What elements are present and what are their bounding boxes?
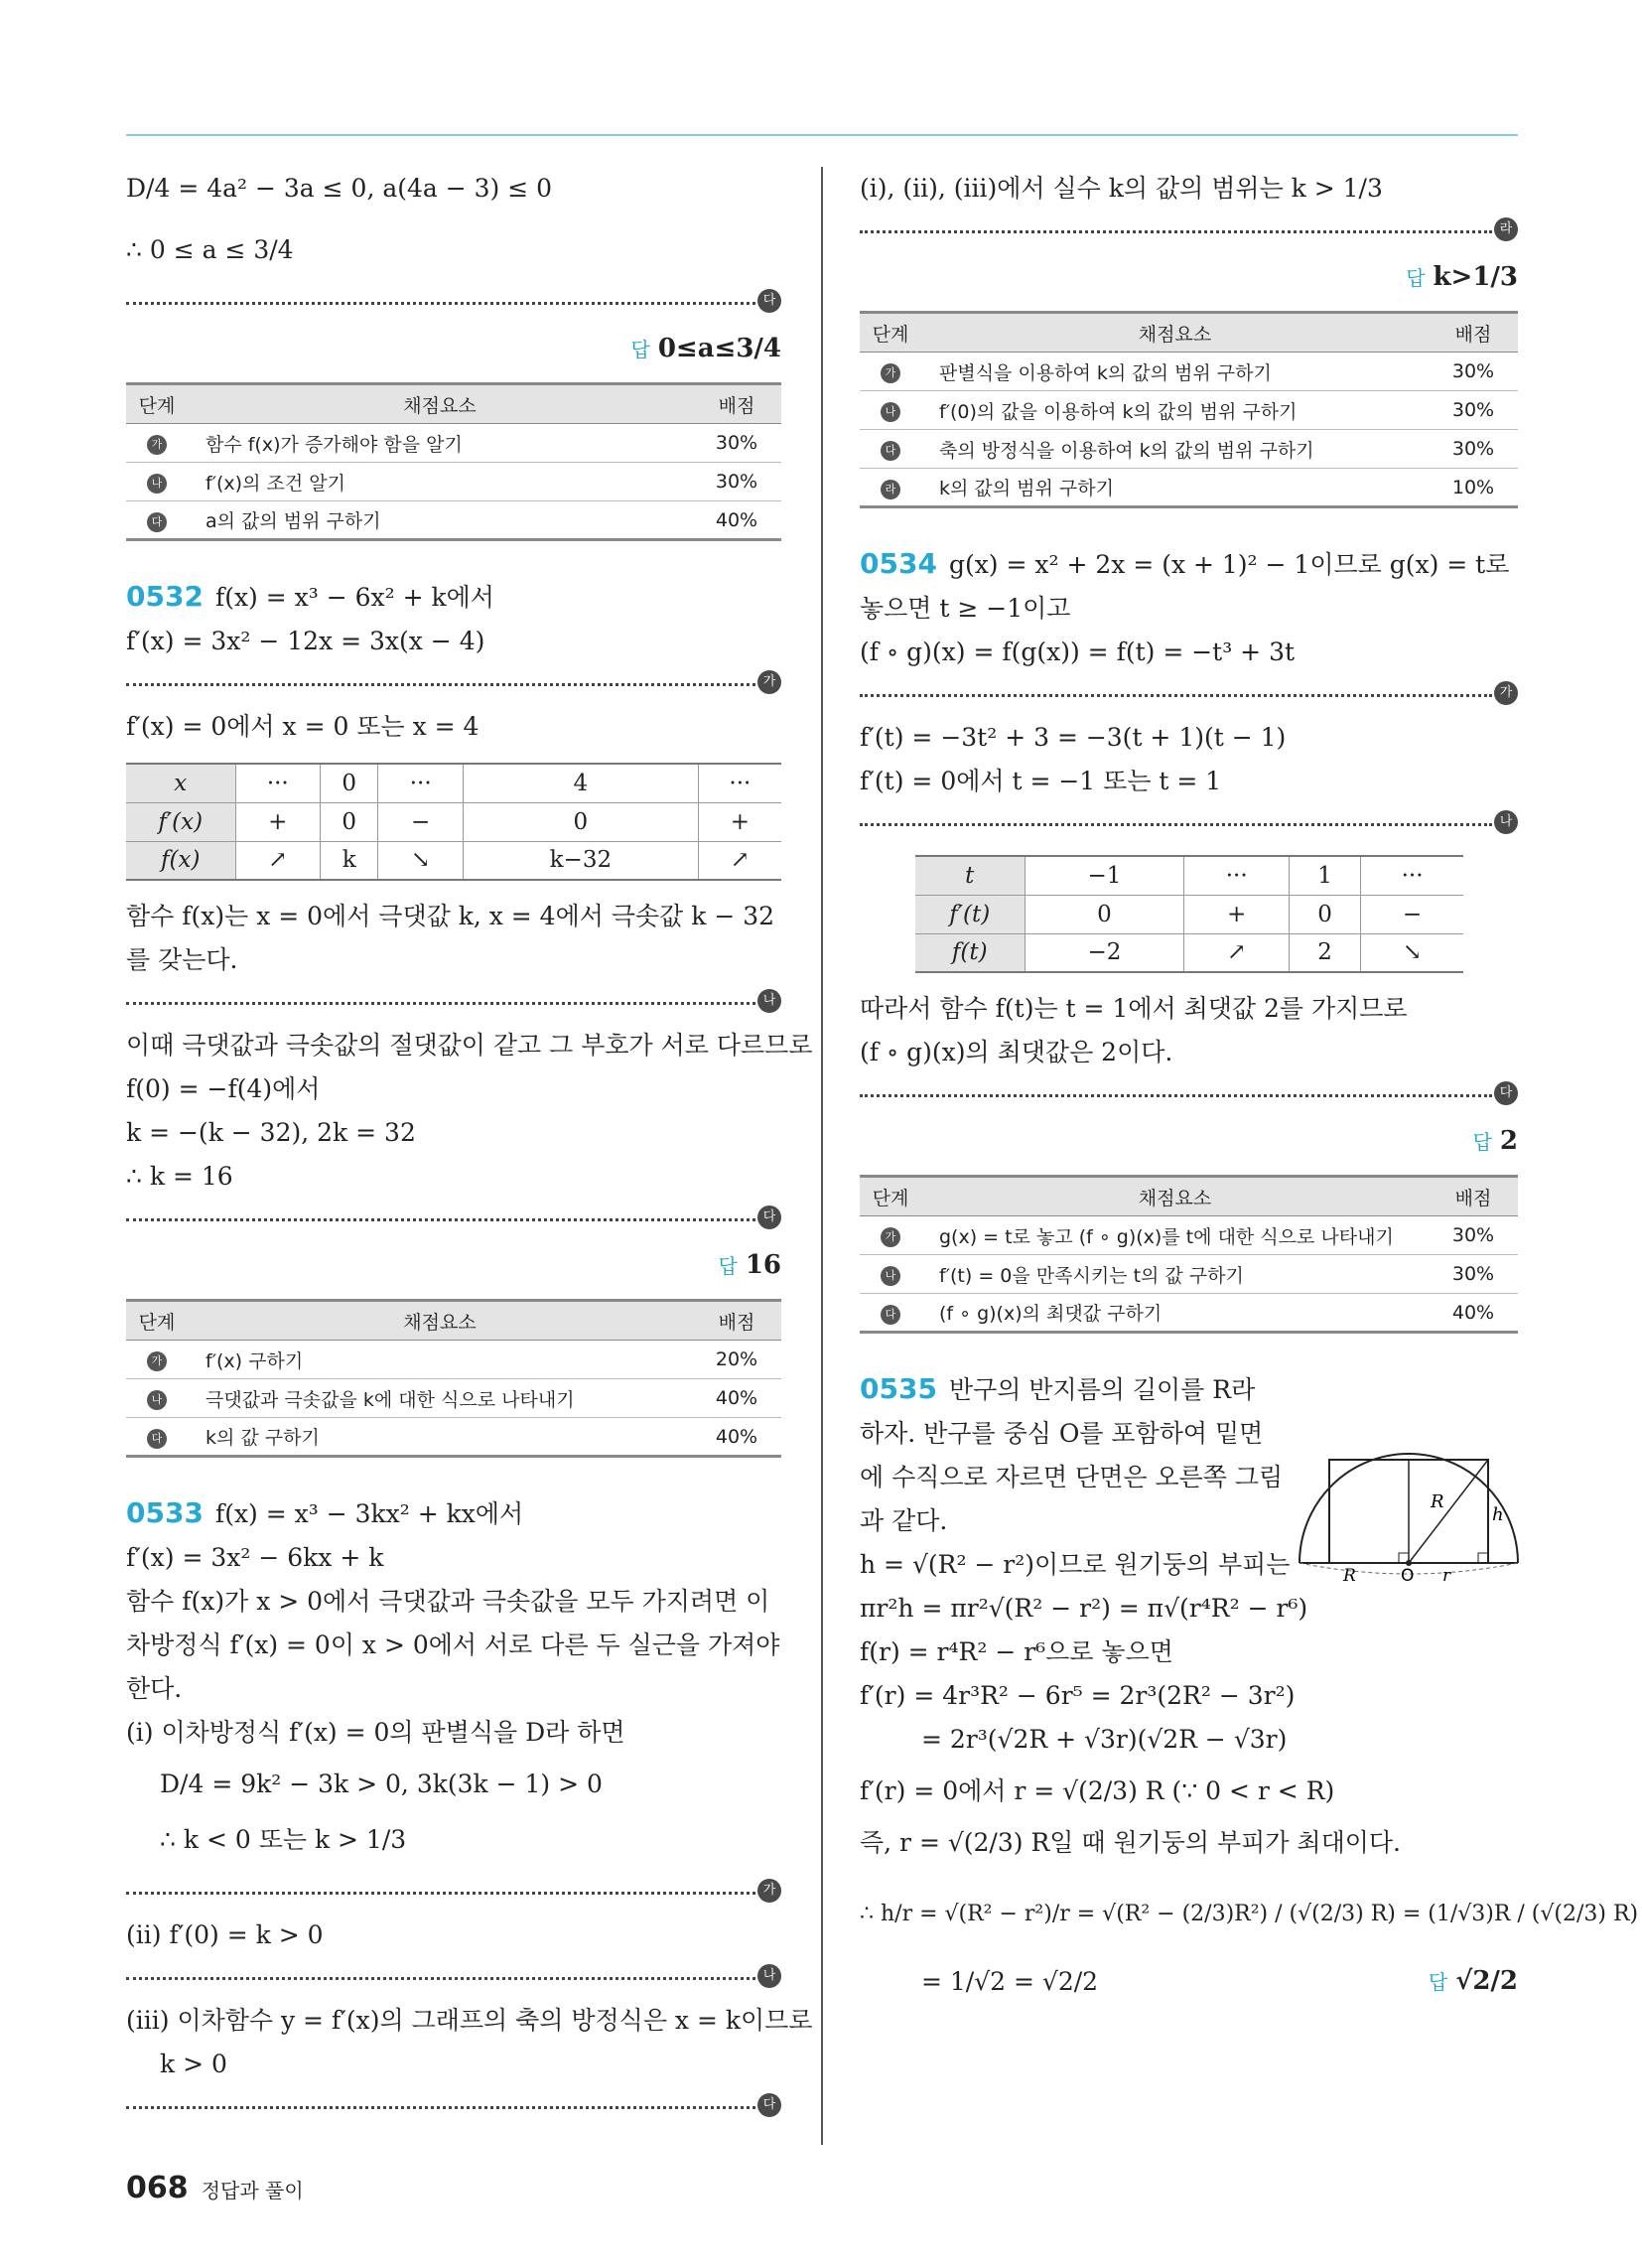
table-cell: ···: [1361, 856, 1463, 895]
table-cell: ↗: [235, 841, 321, 880]
step-mark: 라: [1494, 217, 1518, 241]
step-separator: [126, 286, 781, 320]
text-line: (f ∘ g)(x)의 최댓값은 2이다.: [860, 1038, 1173, 1066]
text-line: 하자. 반구를 중심 O를 포함하여 밑면: [860, 1419, 1264, 1448]
step-separator: [860, 678, 1518, 712]
table-cell: ↘: [378, 841, 464, 880]
table-cell: f(t): [915, 933, 1025, 972]
table-header: 단계: [126, 1301, 188, 1341]
problem-number: 0532: [126, 580, 204, 613]
table-cell: 극댓값과 극솟값을 k에 대한 식으로 나타내기: [188, 1379, 692, 1418]
text-line: ∴ k < 0 또는 k > 1/3: [160, 1825, 407, 1854]
problem-number: 0534: [860, 547, 937, 580]
table-cell: 30%: [1429, 430, 1518, 469]
answer: [126, 1240, 781, 1291]
text-paragraph: 함수 f(x)가 x > 0에서 극댓값과 극솟값을 모두 가지려면 이차방정식 f′(x) = 0이 x > 0에서 서로 다른 두 실근을 가져야 한다.: [126, 1587, 780, 1703]
table-cell: f(x): [126, 841, 235, 880]
answer-value: k>1/3: [1433, 262, 1518, 292]
answer-label: 답: [1472, 1130, 1492, 1154]
text-paragraph: 함수 f(x)는 x = 0에서 극댓값 k, x = 4에서 극솟값 k − 32를 갖는다.: [126, 902, 775, 974]
label-r: r: [1442, 1566, 1451, 1586]
table-cell: 2: [1290, 933, 1361, 972]
step-separator: [860, 214, 1518, 248]
footer-label: 정답과 풀이: [201, 2179, 304, 2202]
variation-table: [126, 763, 781, 881]
step-badge: 가: [881, 1227, 900, 1247]
table-cell: +: [235, 802, 321, 841]
table-header: 채점요소: [188, 1301, 692, 1341]
step-mark: 나: [757, 989, 781, 1013]
text-line: 에 수직으로 자르면 단면은 오른쪽 그림: [860, 1463, 1284, 1491]
label-R: R: [1431, 1491, 1444, 1512]
step-badge: 라: [881, 480, 900, 499]
table-cell: ↘: [1361, 933, 1463, 972]
text-line: f′(x) = 3x² − 6kx + k: [126, 1543, 384, 1572]
label-O: O: [1401, 1566, 1415, 1586]
answer-value: 16: [745, 1250, 781, 1280]
table-cell: 40%: [692, 501, 781, 540]
table-cell: 4: [463, 764, 698, 802]
table-row: [860, 469, 1518, 507]
step-separator: [126, 986, 781, 1020]
table-row: [860, 1294, 1518, 1333]
table-cell: ···: [1184, 856, 1290, 895]
table-cell: t: [915, 856, 1025, 895]
table-header: 단계: [860, 313, 921, 353]
table-cell: k의 값 구하기: [188, 1418, 692, 1457]
text-line: 과 같다.: [860, 1506, 948, 1535]
step-badge: 가: [147, 1351, 167, 1371]
table-cell: ↗: [1184, 933, 1290, 972]
text-line: (f ∘ g)(x) = f(g(x)) = f(t) = −t³ + 3t: [860, 638, 1296, 666]
hemisphere-figure: [1294, 1436, 1524, 1586]
answer-value: 0≤a≤3/4: [657, 334, 781, 363]
table-cell: 30%: [1429, 353, 1518, 391]
text-line: ∴ h/r = √(R² − r²)/r = √(R² − (2/3)R²) / (√(2/3) R) = (1/√3)R / (√(2/3) R): [860, 1902, 1639, 1926]
table-row: [126, 463, 781, 501]
step-badge: 나: [881, 1266, 900, 1286]
column-divider: [821, 167, 823, 2145]
problem-number: 0533: [126, 1496, 204, 1529]
step-badge: 다: [881, 441, 900, 461]
text-line: k = −(k − 32), 2k = 32: [126, 1118, 416, 1147]
step-badge: 가: [881, 363, 900, 383]
table-row: [915, 856, 1463, 895]
text-line: f′(r) = 4r³R² − 6r⁵ = 2r³(2R² − 3r²): [860, 1681, 1296, 1710]
table-cell: 20%: [692, 1341, 781, 1379]
answer: [126, 324, 781, 374]
table-header-row: [126, 1301, 781, 1341]
header-rule: [126, 134, 1518, 136]
table-cell: 40%: [692, 1379, 781, 1418]
scoring-table: [860, 1175, 1518, 1334]
table-cell: 30%: [1429, 1255, 1518, 1294]
page-footer: [126, 2171, 304, 2205]
text-line: g(x) = x² + 2x = (x + 1)² − 1이므로 g(x) = t로 놓으면 t ≥ −1이고: [860, 550, 1510, 623]
step-separator: [126, 1203, 781, 1236]
table-cell: +: [1184, 895, 1290, 933]
step-mark: 다: [1494, 1081, 1518, 1105]
table-cell: f′(t) = 0을 만족시키는 t의 값 구하기: [921, 1255, 1429, 1294]
text-line: 반구의 반지름의 길이를 R라: [948, 1375, 1256, 1404]
table-header: 배점: [692, 384, 781, 424]
table-cell: 30%: [1429, 391, 1518, 430]
table-cell: −1: [1025, 856, 1184, 895]
answer: [860, 1116, 1518, 1167]
text-line: f′(t) = −3t² + 3 = −3(t + 1)(t − 1): [860, 723, 1287, 752]
table-cell: 0: [1025, 895, 1184, 933]
table-cell: 30%: [692, 463, 781, 501]
problem-number: 0535: [860, 1372, 937, 1405]
text-line: D/4 = 9k² − 3k > 0, 3k(3k − 1) > 0: [160, 1770, 603, 1798]
table-header: 채점요소: [921, 1177, 1429, 1216]
step-badge: 가: [147, 435, 167, 455]
table-header: 단계: [860, 1177, 921, 1216]
problem-line: [126, 575, 781, 620]
table-cell: 판별식을 이용하여 k의 값의 범위 구하기: [921, 353, 1429, 391]
table-cell: f′(x) 구하기: [188, 1341, 692, 1379]
table-cell: 0: [321, 802, 378, 841]
problem-line: [860, 1367, 1518, 1412]
table-header: 배점: [1429, 1177, 1518, 1216]
table-header: 배점: [692, 1301, 781, 1341]
step-separator: [126, 1876, 781, 1910]
answer: [860, 252, 1518, 303]
scoring-table: [126, 1299, 781, 1458]
text-line: ∴ k = 16: [126, 1162, 233, 1191]
table-cell: f′(x): [126, 802, 235, 841]
table-row: [860, 353, 1518, 391]
table-cell: 0: [321, 764, 378, 802]
table-cell: 40%: [1429, 1294, 1518, 1333]
answer-label: 답: [1406, 266, 1426, 290]
answer-label: 답: [1428, 1970, 1448, 1994]
table-header: 채점요소: [921, 313, 1429, 353]
step-badge: 나: [147, 474, 167, 494]
table-row: [126, 1418, 781, 1457]
table-row: [915, 895, 1463, 933]
text-line: = 2r³(√2R + √3r)(√2R − √3r): [921, 1725, 1288, 1754]
table-cell: ···: [235, 764, 321, 802]
problem-line: [860, 542, 1518, 631]
table-cell: +: [698, 802, 781, 841]
table-cell: 30%: [692, 424, 781, 463]
text-line: 이때 극댓값과 극솟값의 절댓값이 같고 그 부호가 서로 다르므로: [126, 1031, 813, 1060]
table-row: [915, 933, 1463, 972]
table-cell: 10%: [1429, 469, 1518, 507]
step-badge: 다: [147, 1429, 167, 1449]
table-cell: a의 값의 범위 구하기: [188, 501, 692, 540]
text-line: f(r) = r⁴R² − r⁶으로 놓으면: [860, 1637, 1173, 1666]
text-line: (ⅰ), (ⅱ), (ⅲ)에서 실수 k의 값의 범위는 k > 1/3: [860, 174, 1383, 203]
table-row: [126, 1341, 781, 1379]
table-cell: −: [1361, 895, 1463, 933]
text-line: (ⅰ) 이차방정식 f′(x) = 0의 판별식을 D라 하면: [126, 1718, 625, 1747]
table-cell: −: [378, 802, 464, 841]
table-row: [126, 501, 781, 540]
text-line: f(x) = x³ − 6x² + k에서: [214, 583, 494, 612]
table-cell: g(x) = t로 놓고 (f ∘ g)(x)를 t에 대한 식으로 나타내기: [921, 1216, 1429, 1255]
text-line: f(0) = −f(4)에서: [126, 1074, 321, 1103]
label-h: h: [1492, 1504, 1504, 1525]
table-cell: 30%: [1429, 1216, 1518, 1255]
text-line: h = √(R² − r²)이므로 원기둥의 부피는: [860, 1550, 1291, 1579]
table-cell: 함수 f(x)가 증가해야 함을 알기: [188, 424, 692, 463]
table-cell: f′(0)의 값을 이용하여 k의 값의 범위 구하기: [921, 391, 1429, 430]
table-cell: ↗: [698, 841, 781, 880]
scoring-table: [126, 382, 781, 541]
step-separator: [860, 1078, 1518, 1112]
right-column: [860, 167, 1639, 2007]
label-R-base: R: [1343, 1566, 1356, 1586]
table-row: [860, 391, 1518, 430]
table-row: [860, 1216, 1518, 1255]
table-cell: k의 값의 범위 구하기: [921, 469, 1429, 507]
table-cell: 0: [1290, 895, 1361, 933]
table-row: [126, 1379, 781, 1418]
step-separator: [126, 2090, 781, 2124]
step-mark: 다: [757, 289, 781, 313]
text-line: 즉, r = √(2/3) R일 때 원기둥의 부피가 최대이다.: [860, 1828, 1401, 1857]
step-mark: 다: [757, 2093, 781, 2117]
text-line: k > 0: [160, 2050, 227, 2078]
step-separator: [860, 807, 1518, 841]
table-cell: x: [126, 764, 235, 802]
text-line: ∴ 0 ≤ a ≤ 3/4: [126, 235, 294, 264]
step-mark: 가: [757, 1879, 781, 1903]
step-badge: 다: [147, 512, 167, 532]
table-header-row: [126, 384, 781, 424]
text-line: πr²h = πr²√(R² − r²) = π√(r⁴R² − r⁶): [860, 1594, 1308, 1623]
step-separator: [126, 667, 781, 701]
step-separator: [126, 1961, 781, 1995]
table-header-row: [860, 1177, 1518, 1216]
table-header-row: [860, 313, 1518, 353]
step-badge: 다: [881, 1305, 900, 1325]
table-row: [126, 802, 781, 841]
table-row: [126, 841, 781, 880]
page-number: 068: [126, 2171, 189, 2205]
table-cell: 축의 방정식을 이용하여 k의 값의 범위 구하기: [921, 430, 1429, 469]
text-line: 따라서 함수 f(t)는 t = 1에서 최댓값 2를 가지므로: [860, 994, 1408, 1023]
left-column: [126, 167, 813, 2128]
table-cell: k: [321, 841, 378, 880]
table-row: [860, 1255, 1518, 1294]
table-header: 단계: [126, 384, 188, 424]
table-cell: 0: [463, 802, 698, 841]
step-mark: 가: [1494, 681, 1518, 705]
table-row: [126, 764, 781, 802]
table-cell: (f ∘ g)(x)의 최댓값 구하기: [921, 1294, 1429, 1333]
table-cell: f′(x)의 조건 알기: [188, 463, 692, 501]
text-line: f′(t) = 0에서 t = −1 또는 t = 1: [860, 767, 1222, 795]
text-line: (ⅱ) f′(0) = k > 0: [126, 1920, 324, 1949]
problem-line: [126, 1491, 781, 1536]
step-badge: 나: [881, 402, 900, 422]
answer-value: √2/2: [1455, 1966, 1518, 1996]
step-mark: 나: [757, 1964, 781, 1988]
table-cell: −2: [1025, 933, 1184, 972]
text-line: f(x) = x³ − 3kx² + kx에서: [214, 1499, 524, 1528]
table-row: [860, 430, 1518, 469]
text-line: (ⅲ) 이차함수 y = f′(x)의 그래프의 축의 방정식은 x = k이므로: [126, 2006, 813, 2035]
scoring-table: [860, 311, 1518, 508]
table-header: 채점요소: [188, 384, 692, 424]
variation-table: [915, 855, 1463, 973]
answer-label: 답: [630, 338, 650, 361]
table-cell: 1: [1290, 856, 1361, 895]
table-cell: ···: [698, 764, 781, 802]
step-mark: 다: [757, 1205, 781, 1229]
step-badge: 나: [147, 1390, 167, 1410]
table-header: 배점: [1429, 313, 1518, 353]
answer-value: 2: [1499, 1126, 1518, 1156]
text-line: f′(r) = 0에서 r = √(2/3) R (∵ 0 < r < R): [860, 1776, 1335, 1805]
text-line: [860, 1960, 1518, 2004]
table-row: [126, 424, 781, 463]
step-mark: 나: [1494, 810, 1518, 834]
table-cell: f′(t): [915, 895, 1025, 933]
text-line: = 1/√2 = √2/2: [921, 1967, 1099, 1996]
text-line: f′(x) = 3x² − 12x = 3x(x − 4): [126, 627, 485, 655]
step-mark: 가: [757, 670, 781, 694]
table-cell: 40%: [692, 1418, 781, 1457]
answer-label: 답: [718, 1254, 738, 1278]
radius-line: [1409, 1460, 1488, 1563]
text-line: f′(x) = 0에서 x = 0 또는 x = 4: [126, 712, 479, 741]
table-cell: ···: [378, 764, 464, 802]
table-cell: k−32: [463, 841, 698, 880]
text-line: D/4 = 4a² − 3a ≤ 0, a(4a − 3) ≤ 0: [126, 174, 553, 203]
right-angle-mark: [1478, 1553, 1488, 1563]
